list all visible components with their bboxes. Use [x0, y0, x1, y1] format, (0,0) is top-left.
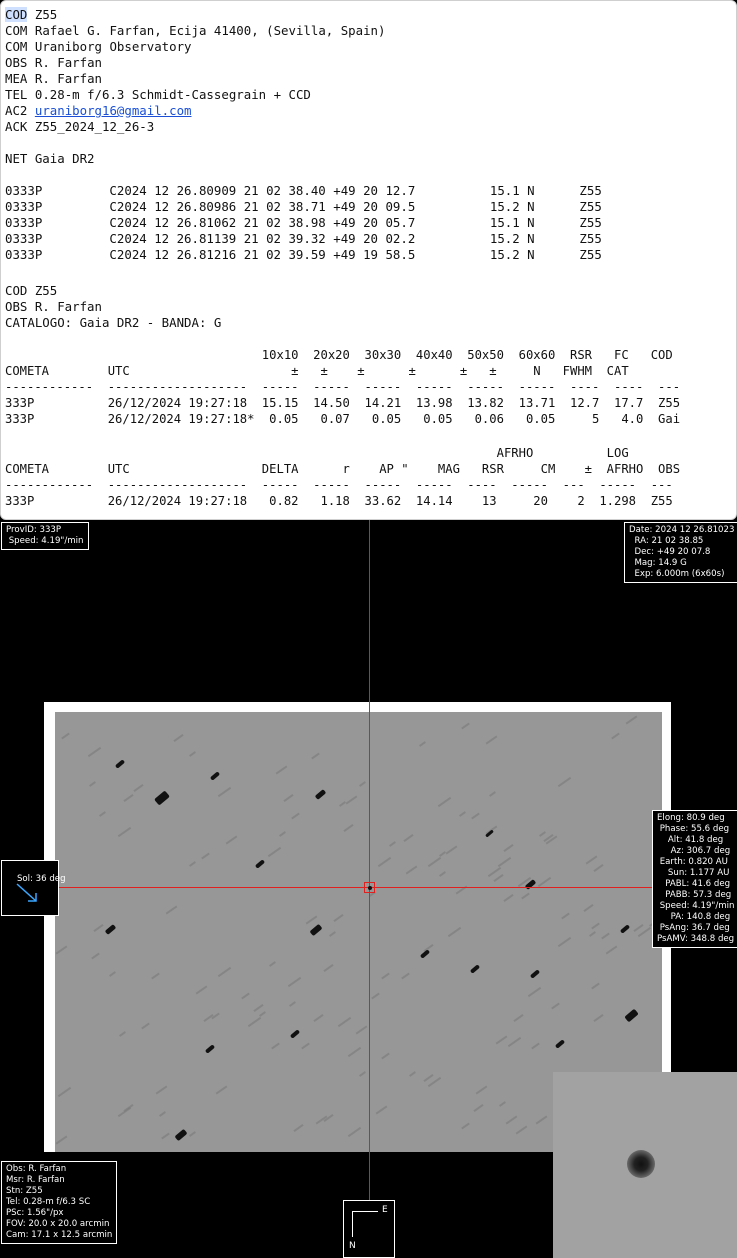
background-streak — [371, 993, 380, 1000]
star — [290, 1029, 300, 1038]
star — [470, 964, 480, 973]
background-streak — [253, 1004, 263, 1012]
background-streak — [633, 924, 643, 932]
background-streak — [419, 741, 426, 747]
background-streak — [376, 1105, 388, 1114]
background-streak — [536, 1115, 548, 1124]
background-streak — [589, 931, 596, 937]
email-link[interactable]: uraniborg16@gmail.com — [34, 103, 192, 118]
background-streak — [531, 1043, 540, 1050]
phot-divider: ------------ ------------------- ----- ----- ----- ----- ----- ----- ---- ---- --- — [5, 380, 681, 394]
phot-header: COMETA UTC ± ± ± ± ± ± N FWHM CAT — [5, 364, 629, 378]
background-streak — [173, 734, 183, 742]
background-streak — [58, 1087, 71, 1097]
background-streak — [119, 1031, 126, 1037]
background-streak — [459, 811, 466, 817]
background-streak — [528, 987, 541, 997]
header-line-com2: COM Uraniborg Observatory — [5, 39, 192, 54]
header-line-obs: OBS R. Farfan — [5, 55, 102, 70]
background-streak — [446, 845, 458, 854]
background-streak — [89, 781, 96, 787]
compass-e-label: E — [382, 1205, 388, 1215]
background-streak — [291, 813, 300, 820]
background-streak — [591, 983, 600, 990]
background-streak — [401, 973, 410, 980]
compass-n-axis — [352, 1211, 353, 1237]
background-streak — [216, 1085, 228, 1094]
background-streak — [133, 784, 143, 792]
star — [115, 759, 125, 768]
background-streak — [516, 1125, 528, 1134]
sun-direction-box: Sol: 36 deg — [1, 860, 59, 916]
background-streak — [141, 1023, 150, 1030]
star — [255, 859, 265, 868]
header-line-ac2: AC2 uraniborg16@gmail.com — [5, 103, 192, 118]
comet-zoom-inset — [553, 1072, 737, 1258]
background-streak — [583, 904, 593, 912]
background-streak — [359, 1071, 366, 1077]
star — [309, 924, 322, 936]
background-streak — [301, 1043, 310, 1050]
background-streak — [218, 967, 231, 977]
background-streak — [558, 937, 571, 947]
observation-row: 0333P C2024 12 26.81062 21 02 38.98 +49 20 05.7 15.1 N Z55 — [5, 215, 602, 230]
net-line: NET Gaia DR2 — [5, 151, 95, 166]
star — [420, 949, 430, 958]
background-streak — [389, 841, 396, 847]
crosshair-horizontal — [55, 887, 662, 888]
background-streak — [156, 1085, 168, 1094]
background-streak — [611, 733, 620, 740]
star — [530, 969, 540, 978]
observation-row: 0333P C2024 12 26.81216 21 02 39.59 +49 19 58.5 15.2 N Z55 — [5, 247, 602, 262]
background-streak — [201, 853, 210, 860]
background-streak — [476, 1085, 488, 1094]
background-streak — [503, 894, 513, 902]
background-streak — [486, 735, 498, 744]
compass-e-axis — [352, 1211, 378, 1212]
background-streak — [288, 977, 301, 987]
sun-direction-arrow-icon — [12, 879, 42, 909]
background-streak — [471, 813, 480, 820]
background-streak — [638, 927, 651, 937]
observation-report — [0, 0, 737, 520]
background-streak — [348, 1127, 361, 1137]
phot-row: 333P 26/12/2024 19:27:18 15.15 14.50 14.21 13.98 13.82 13.71 12.7 17.7 Z55 — [5, 396, 681, 410]
background-streak — [406, 865, 418, 874]
background-streak — [276, 765, 288, 774]
background-streak — [539, 831, 546, 837]
background-streak — [381, 1053, 390, 1060]
background-streak — [438, 797, 451, 807]
date-box: Date: 2024 12 26.81023 RA: 21 02 38.85 Dec: +49 20 07.8 Mag: 14.9 G Exp: 6.000m (6x60s) — [624, 522, 737, 583]
background-streak — [378, 857, 391, 867]
background-streak — [259, 1011, 266, 1017]
background-streak — [461, 1123, 470, 1130]
background-streak — [283, 794, 293, 802]
background-streak — [241, 993, 250, 1000]
background-streak — [151, 973, 160, 980]
background-streak — [489, 791, 496, 797]
background-streak — [439, 871, 446, 877]
background-streak — [381, 973, 390, 980]
background-streak — [269, 961, 276, 967]
background-streak — [343, 824, 353, 832]
background-streak — [448, 927, 461, 937]
phot-row: 333P 26/12/2024 19:27:18* 0.05 0.07 0.05 0.05 0.06 0.05 5 4.0 Gai — [5, 412, 681, 426]
background-streak — [329, 931, 336, 937]
header-line-tel: TEL 0.28-m f/6.3 Schmidt-Cassegrain + CCD — [5, 87, 311, 102]
background-streak — [538, 877, 551, 887]
background-streak — [226, 835, 238, 844]
provid-box: ProvID: 333P Speed: 4.19"/min — [1, 522, 89, 550]
background-streak — [268, 847, 281, 857]
comet-nucleus — [627, 1150, 655, 1178]
afrho-divider: ------------ ------------------- ----- ----- ----- ----- ---- ----- --- ----- --- — [5, 478, 673, 492]
background-streak — [356, 1025, 368, 1034]
comet-target-marker — [364, 882, 375, 893]
background-streak — [123, 1104, 133, 1112]
background-streak — [473, 1104, 483, 1112]
background-streak — [338, 1017, 351, 1027]
background-streak — [306, 915, 318, 924]
observation-row: 0333P C2024 12 26.80986 21 02 38.71 +49 20 09.5 15.2 N Z55 — [5, 199, 602, 214]
background-streak — [311, 753, 320, 760]
star — [105, 924, 117, 935]
background-streak — [88, 747, 101, 757]
background-streak — [496, 1035, 508, 1044]
afrho-header: AFRHO LOG — [5, 446, 629, 460]
background-streak — [333, 914, 343, 922]
background-streak — [423, 1074, 433, 1082]
star — [555, 1039, 565, 1048]
background-streak — [279, 831, 286, 837]
background-streak — [166, 905, 178, 914]
background-streak — [508, 1037, 521, 1047]
background-streak — [348, 1047, 361, 1057]
background-streak — [93, 924, 103, 932]
background-streak — [189, 861, 196, 867]
background-streak — [313, 1014, 323, 1022]
afrho-header: COMETA UTC DELTA r AP " MAG RSR CM ± AFRHO OBS — [5, 462, 681, 476]
star — [174, 1129, 187, 1141]
background-streak — [189, 1131, 196, 1137]
background-streak — [428, 857, 441, 867]
background-streak — [506, 1115, 518, 1124]
background-streak — [359, 781, 366, 787]
background-streak — [499, 1101, 506, 1107]
background-streak — [109, 971, 116, 977]
phot-header: 10x10 20x20 30x30 40x40 50x50 60x60 RSR FC COD — [5, 348, 673, 362]
header-line-cod: COD Z55 — [5, 7, 58, 22]
astro-image-panel — [0, 520, 737, 1258]
background-streak — [503, 844, 513, 852]
background-streak — [591, 923, 600, 930]
star — [620, 924, 630, 933]
star — [210, 771, 220, 780]
background-streak — [493, 874, 503, 882]
background-streak — [123, 794, 133, 802]
background-streak — [271, 1043, 280, 1050]
background-streak — [91, 953, 100, 960]
catalog-line: CATALOGO: Gaia DR2 - BANDA: G — [5, 315, 222, 330]
observer-box: Obs: R. Farfan Msr: R. Farfan Stn: Z55 Tel: 0.28-m f/6.3 SC PSc: 1.56"/px FOV: 20.0 x 20.0 arcmin Cam: 17.1 x 12.5 arcmin — [1, 1161, 117, 1244]
background-streak — [461, 723, 470, 730]
geometry-box: Elong: 80.9 deg Phase: 55.6 deg Alt: 41.8 deg Az: 306.7 deg Earth: 0.820 AU Sun: 1.177 AU PABL: 41.6 deg PABB: 57.3 deg Speed: 4.19"/min PA: 140.8 deg PsAng: 36.7 deg PsAMV: 348.8 deg — [652, 810, 737, 948]
cod-line: COD Z55 — [5, 283, 58, 298]
background-streak — [586, 855, 598, 864]
background-streak — [403, 834, 413, 842]
background-streak — [558, 777, 571, 787]
observation-row: 0333P C2024 12 26.80909 21 02 38.40 +49 20 12.7 15.1 N Z55 — [5, 183, 602, 198]
background-streak — [159, 1111, 166, 1117]
background-streak — [56, 1135, 68, 1144]
background-streak — [561, 913, 570, 920]
background-streak — [346, 795, 358, 804]
compass — [343, 1200, 395, 1258]
background-streak — [323, 964, 333, 972]
background-streak — [99, 811, 106, 817]
compass-n-label: N — [349, 1241, 356, 1251]
header-line-mea: MEA R. Farfan — [5, 71, 102, 86]
header-line-ack: ACK Z55_2024_12_26-3 — [5, 119, 155, 134]
background-streak — [189, 751, 196, 757]
afrho-row: 333P 26/12/2024 19:27:18 0.82 1.18 33.62 14.14 13 20 2 1.298 Z55 — [5, 494, 673, 508]
background-streak — [409, 1071, 416, 1077]
cod-key: COD — [5, 7, 28, 22]
background-streak — [289, 1001, 296, 1007]
star — [154, 790, 170, 805]
star — [205, 1044, 215, 1053]
background-streak — [61, 733, 70, 740]
header-line-com1: COM Rafael G. Farfan, Ecija 41400, (Sevilla, Spain) — [5, 23, 386, 38]
observation-row: 0333P C2024 12 26.81139 21 02 39.32 +49 20 02.2 15.2 N Z55 — [5, 231, 602, 246]
background-streak — [118, 827, 131, 837]
star — [315, 789, 327, 800]
background-streak — [593, 1014, 603, 1022]
background-streak — [513, 1014, 523, 1022]
background-streak — [161, 1133, 170, 1140]
background-streak — [626, 715, 638, 724]
obs-line: OBS R. Farfan — [5, 299, 102, 314]
background-streak — [293, 1124, 303, 1132]
background-streak — [551, 1003, 560, 1010]
background-streak — [521, 893, 530, 900]
background-streak — [428, 1077, 441, 1087]
star — [624, 1009, 638, 1023]
background-streak — [601, 933, 610, 940]
background-streak — [593, 864, 603, 872]
background-streak — [196, 985, 208, 994]
background-streak — [218, 787, 231, 797]
crosshair-vertical — [369, 520, 370, 1200]
background-streak — [56, 945, 68, 954]
background-streak — [248, 1017, 261, 1027]
background-streak — [606, 945, 618, 954]
